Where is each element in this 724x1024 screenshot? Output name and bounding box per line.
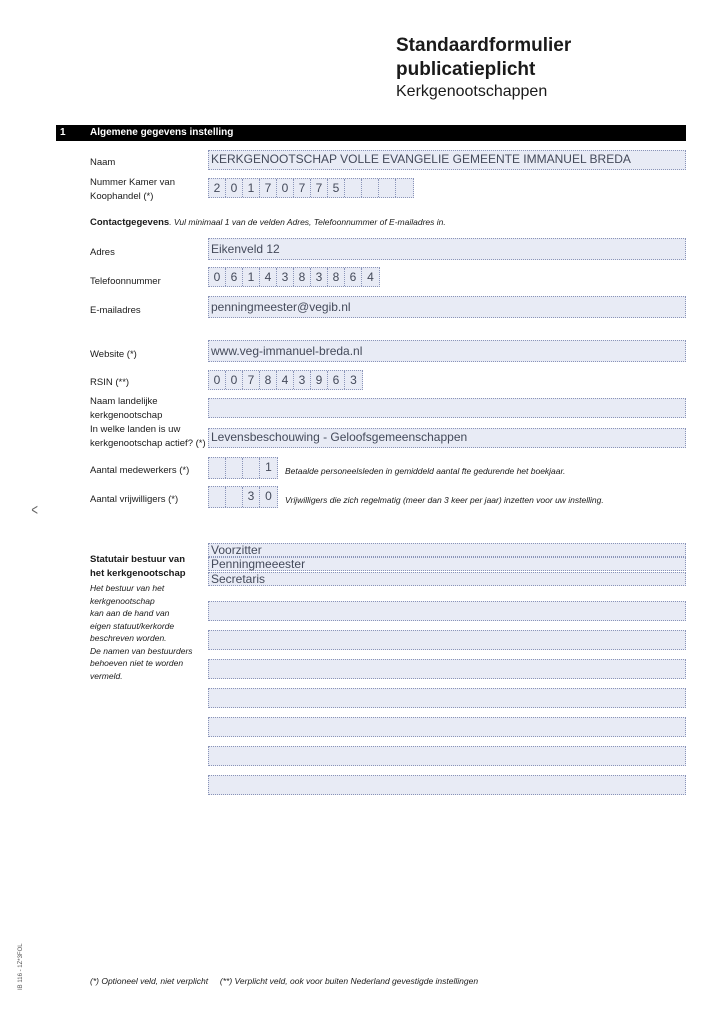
bestuur-row[interactable] bbox=[208, 688, 686, 708]
bestuur-row-value: Penningmeeester bbox=[211, 557, 306, 571]
kvk-digit[interactable]: 0 bbox=[277, 179, 294, 197]
telefoon-digit[interactable]: 6 bbox=[345, 268, 362, 286]
bestuur-description-line: kerkgenootschap bbox=[90, 595, 155, 606]
naam-value: KERKGENOOTSCHAP VOLLE EVANGELIE GEMEENTE IMMANUEL BREDA bbox=[211, 152, 631, 166]
rsin-digit[interactable]: 3 bbox=[350, 373, 357, 387]
telefoon-digit[interactable]: 8 bbox=[294, 268, 311, 286]
form-code: IB 116 - 1Z*3FOL bbox=[18, 943, 24, 990]
bestuur-row-value: Voorzitter bbox=[211, 543, 262, 557]
landen-field[interactable] bbox=[208, 428, 686, 448]
telefoon-digit[interactable]: 8 bbox=[328, 268, 345, 286]
rsin-digit[interactable]: 6 bbox=[328, 371, 345, 389]
section-number: 1 bbox=[60, 127, 66, 138]
bestuur-row[interactable] bbox=[208, 572, 686, 586]
email-field[interactable] bbox=[208, 296, 686, 318]
medewerkers-digit[interactable] bbox=[243, 458, 260, 478]
medewerkers-field[interactable] bbox=[208, 457, 278, 479]
telefoon-digit[interactable]: 0 bbox=[209, 268, 226, 286]
chevron-left-icon: < bbox=[31, 502, 38, 519]
bestuur-row[interactable] bbox=[208, 601, 686, 621]
website-label: Website (*) bbox=[90, 349, 137, 360]
landen-value: Levensbeschouwing - Geloofsgemeenschappen bbox=[211, 430, 468, 444]
bestuur-description-line: De namen van bestuurders bbox=[90, 645, 193, 656]
vrijwilligers-digit[interactable]: 0 bbox=[265, 489, 272, 503]
kvk-digit[interactable]: 2 bbox=[209, 179, 226, 197]
bestuur-row[interactable] bbox=[208, 746, 686, 766]
form-title-line1: Standaardformulier bbox=[396, 35, 572, 56]
bestuur-row[interactable] bbox=[208, 717, 686, 737]
kvk-digit[interactable]: 7 bbox=[260, 179, 277, 197]
bestuur-description-line: eigen statuut/kerkorde bbox=[90, 620, 175, 631]
landen-label-line1: In welke landen is uw bbox=[90, 424, 181, 435]
landen-label-line2: kerkgenootschap actief? (*) bbox=[90, 438, 206, 449]
adres-label: Adres bbox=[90, 247, 115, 258]
medewerkers-note: Betaalde personeelsleden in gemiddeld aantal fte gedurende het boekjaar. bbox=[285, 466, 566, 476]
bestuur-description-line: kan aan de hand van bbox=[90, 608, 170, 618]
telefoon-digit[interactable]: 3 bbox=[311, 268, 328, 286]
vrijwilligers-digit[interactable] bbox=[209, 487, 226, 507]
kvk-digit[interactable] bbox=[379, 179, 396, 197]
medewerkers-label: Aantal medewerkers (*) bbox=[90, 465, 190, 476]
naam-field[interactable] bbox=[208, 150, 686, 170]
bestuur-row[interactable] bbox=[208, 659, 686, 679]
vrijwilligers-field[interactable] bbox=[208, 486, 278, 508]
rsin-digit[interactable]: 7 bbox=[243, 371, 260, 389]
kvk-label-line2: Koophandel (*) bbox=[90, 191, 154, 202]
form-title-line2: publicatieplicht bbox=[396, 59, 536, 80]
bestuur-row[interactable] bbox=[208, 557, 686, 571]
landelijk-label-line2: kerkgenootschap bbox=[90, 410, 163, 421]
rsin-field[interactable] bbox=[208, 370, 363, 390]
bestuur-row-value: Secretaris bbox=[211, 572, 266, 586]
vrijwilligers-note: Vrijwilligers die zich regelmatig (meer dan 3 keer per jaar) inzetten voor uw instelling. bbox=[285, 495, 604, 505]
kvk-digit[interactable] bbox=[362, 179, 379, 197]
email-value: penningmeester@vegib.nl bbox=[211, 300, 351, 314]
rsin-digit[interactable]: 3 bbox=[294, 371, 311, 389]
contact-heading: Contactgegevens bbox=[90, 217, 170, 228]
bestuur-description-line: vermeld. bbox=[90, 670, 123, 681]
telefoon-field[interactable] bbox=[208, 267, 380, 287]
telefoon-digit[interactable]: 6 bbox=[226, 268, 243, 286]
rsin-digit[interactable]: 4 bbox=[277, 371, 294, 389]
kvk-digit[interactable]: 5 bbox=[328, 179, 345, 197]
bestuur-row[interactable] bbox=[208, 775, 686, 795]
rsin-digit[interactable]: 0 bbox=[209, 371, 226, 389]
adres-field[interactable] bbox=[208, 238, 686, 260]
landelijk-label-line1: Naam landelijke bbox=[90, 396, 158, 407]
email-label: E-mailadres bbox=[90, 305, 141, 316]
vrijwilligers-digit[interactable]: 3 bbox=[243, 487, 260, 507]
naam-label: Naam bbox=[90, 157, 116, 168]
footnote: (*) Optioneel veld, niet verplicht (**) Verplicht veld, ook voor buiten Nederland gevestigde instellingen bbox=[90, 976, 479, 986]
contact-note: . Vul minimaal 1 van de velden Adres, Telefoonnummer of E-mailadres in. bbox=[169, 217, 446, 227]
kvk-number-field[interactable] bbox=[208, 178, 414, 198]
kvk-digit[interactable]: 7 bbox=[311, 179, 328, 197]
telefoon-digit[interactable]: 4 bbox=[260, 268, 277, 286]
kvk-digit[interactable]: 7 bbox=[294, 179, 311, 197]
medewerkers-digit[interactable] bbox=[226, 458, 243, 478]
form-subtitle: Kerkgenootschappen bbox=[396, 83, 548, 100]
telefoon-label: Telefoonnummer bbox=[90, 276, 161, 287]
bestuur-description-line: behoeven niet te worden bbox=[90, 658, 184, 668]
telefoon-digit[interactable]: 4 bbox=[367, 270, 374, 284]
kvk-label-line1: Nummer Kamer van bbox=[90, 177, 175, 188]
telefoon-digit[interactable]: 1 bbox=[243, 268, 260, 286]
section-title: Algemene gegevens instelling bbox=[90, 127, 234, 138]
website-value: www.veg-immanuel-breda.nl bbox=[211, 344, 363, 358]
rsin-digit[interactable]: 9 bbox=[311, 371, 328, 389]
vrijwilligers-label: Aantal vrijwilligers (*) bbox=[90, 494, 179, 505]
adres-value: Eikenveld 12 bbox=[211, 242, 280, 256]
landelijk-field[interactable] bbox=[208, 398, 686, 418]
kvk-digit[interactable]: 1 bbox=[243, 179, 260, 197]
kvk-digit[interactable] bbox=[345, 179, 362, 197]
bestuur-description-line: beschreven worden. bbox=[90, 633, 167, 643]
bestuur-description bbox=[90, 582, 193, 682]
kvk-digit[interactable] bbox=[396, 179, 413, 197]
rsin-label: RSIN (**) bbox=[90, 377, 130, 388]
medewerkers-digit[interactable] bbox=[209, 458, 226, 478]
medewerkers-digit[interactable]: 1 bbox=[265, 460, 272, 474]
telefoon-digit[interactable]: 3 bbox=[277, 268, 294, 286]
kvk-digit[interactable]: 0 bbox=[226, 179, 243, 197]
bestuur-description-line: Het bestuur van het bbox=[90, 583, 165, 593]
rsin-digit[interactable]: 8 bbox=[260, 371, 277, 389]
bestuur-row[interactable] bbox=[208, 630, 686, 650]
vrijwilligers-digit[interactable] bbox=[226, 487, 243, 507]
bestuur-heading-line1: Statutair bestuur van bbox=[90, 554, 186, 565]
contact-instructions bbox=[90, 216, 446, 230]
bestuur-row[interactable] bbox=[208, 543, 686, 557]
rsin-digit[interactable]: 0 bbox=[226, 371, 243, 389]
bestuur-heading-line2: het kerkgenootschap bbox=[90, 568, 186, 579]
website-field[interactable] bbox=[208, 340, 686, 362]
